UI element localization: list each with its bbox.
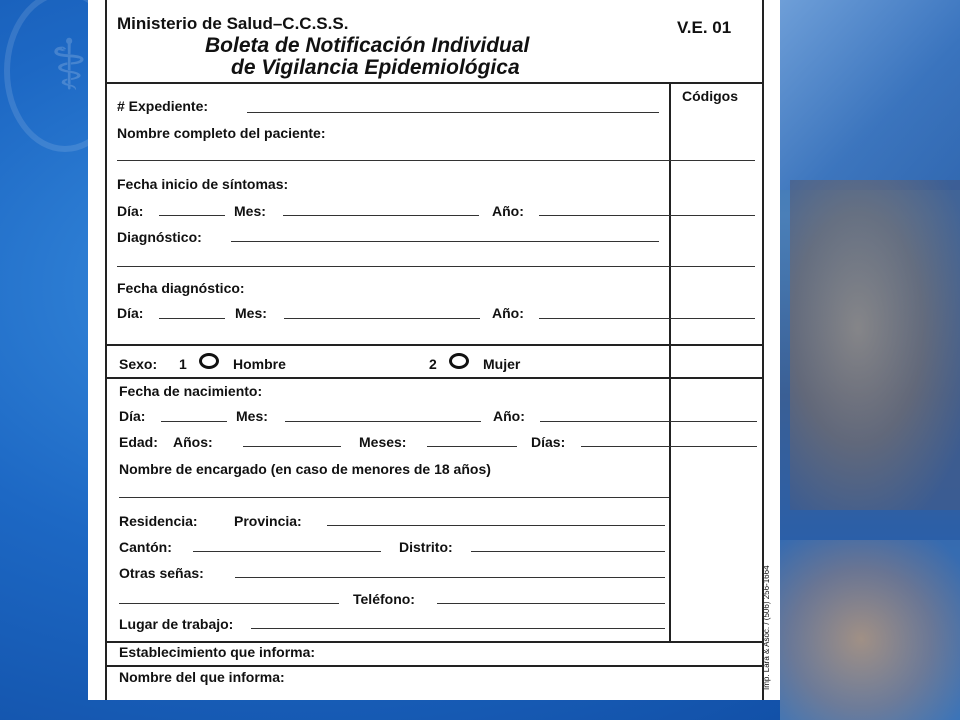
birth-year-field[interactable] (540, 421, 757, 422)
diagnosis-label: Diagnóstico: (117, 229, 202, 245)
sex-male-label: Hombre (233, 356, 286, 372)
district-label: Distrito: (399, 539, 453, 555)
sex-female-radio[interactable] (449, 353, 469, 369)
year-label: Año: (493, 408, 525, 424)
caduceus-icon: ⚕ (50, 24, 88, 106)
form-code: V.E. 01 (677, 18, 732, 37)
day-label: Día: (117, 305, 144, 321)
background-photo-collage (780, 0, 960, 720)
other-signs-field[interactable] (235, 577, 665, 578)
codes-column-divider (669, 82, 671, 642)
sex-option-1-number: 1 (179, 356, 187, 372)
workplace-label: Lugar de trabajo: (119, 616, 234, 632)
district-field[interactable] (471, 551, 665, 552)
year-label: Año: (492, 305, 524, 321)
diagnosis-month-field[interactable] (284, 318, 480, 319)
other-signs-field-2[interactable] (119, 603, 339, 604)
residence-label: Residencia: (119, 513, 198, 529)
month-label: Mes: (235, 305, 267, 321)
age-months-label: Meses: (359, 434, 407, 450)
canton-label: Cantón: (119, 539, 172, 555)
sex-female-label: Mujer (483, 356, 521, 372)
reporter-name-label: Nombre del que informa: (119, 669, 285, 685)
canton-field[interactable] (193, 551, 381, 552)
diagnosis-field[interactable] (231, 241, 659, 242)
age-label: Edad: (119, 434, 158, 450)
photo-smiling-child (780, 540, 960, 720)
patient-name-label: Nombre completo del paciente: (117, 125, 326, 141)
age-months-field[interactable] (427, 446, 517, 447)
symptom-year-field[interactable] (539, 215, 755, 216)
workplace-field[interactable] (251, 628, 665, 629)
year-label: Año: (492, 203, 524, 219)
expediente-label: # Expediente: (117, 98, 209, 114)
guardian-field[interactable] (119, 497, 669, 498)
symptom-onset-label: Fecha inicio de síntomas: (117, 176, 289, 192)
divider (107, 344, 762, 346)
province-field[interactable] (327, 525, 665, 526)
other-signs-label: Otras señas: (119, 565, 204, 581)
province-label: Provincia: (234, 513, 302, 529)
notification-form (105, 0, 764, 700)
diagnosis-date-label: Fecha diagnóstico: (117, 280, 245, 296)
birth-date-label: Fecha de nacimiento: (119, 383, 263, 399)
divider (107, 377, 762, 379)
diagnosis-day-field[interactable] (159, 318, 225, 319)
age-days-label: Días: (531, 434, 566, 450)
header-org: Ministerio de Salud–C.C.S.S. (117, 14, 349, 33)
age-years-label: Años: (173, 434, 213, 450)
month-label: Mes: (234, 203, 266, 219)
symptom-month-field[interactable] (283, 215, 479, 216)
photo-health-workers (780, 0, 960, 190)
symptom-day-field[interactable] (159, 215, 225, 216)
sex-option-2-number: 2 (429, 356, 437, 372)
codes-label: Códigos (682, 88, 738, 104)
guardian-label: Nombre de encargado (en caso de menores de 18 años) (119, 461, 491, 477)
birth-month-field[interactable] (285, 421, 481, 422)
patient-name-field[interactable] (117, 160, 755, 161)
age-days-field[interactable] (581, 446, 757, 447)
day-label: Día: (117, 203, 144, 219)
age-years-field[interactable] (243, 446, 341, 447)
phone-label: Teléfono: (353, 591, 415, 607)
day-label: Día: (119, 408, 146, 424)
photo-elderly-man (790, 180, 960, 510)
sex-male-radio[interactable] (199, 353, 219, 369)
phone-field[interactable] (437, 603, 665, 604)
month-label: Mes: (236, 408, 268, 424)
reporting-facility-label: Establecimiento que informa: (119, 644, 316, 660)
divider (107, 82, 762, 84)
form-title-line1: Boleta de Notificación Individual (205, 34, 530, 57)
printer-note: Imp. Lara & Asoc. / (506) 256-1664 (762, 565, 771, 690)
divider (107, 641, 762, 643)
diagnosis-year-field[interactable] (539, 318, 755, 319)
birth-day-field[interactable] (161, 421, 227, 422)
diagnosis-field-2[interactable] (117, 266, 755, 267)
form-title-line2: de Vigilancia Epidemiológica (231, 56, 520, 79)
sex-label: Sexo: (119, 356, 158, 372)
expediente-field[interactable] (247, 112, 659, 113)
divider (107, 665, 762, 667)
